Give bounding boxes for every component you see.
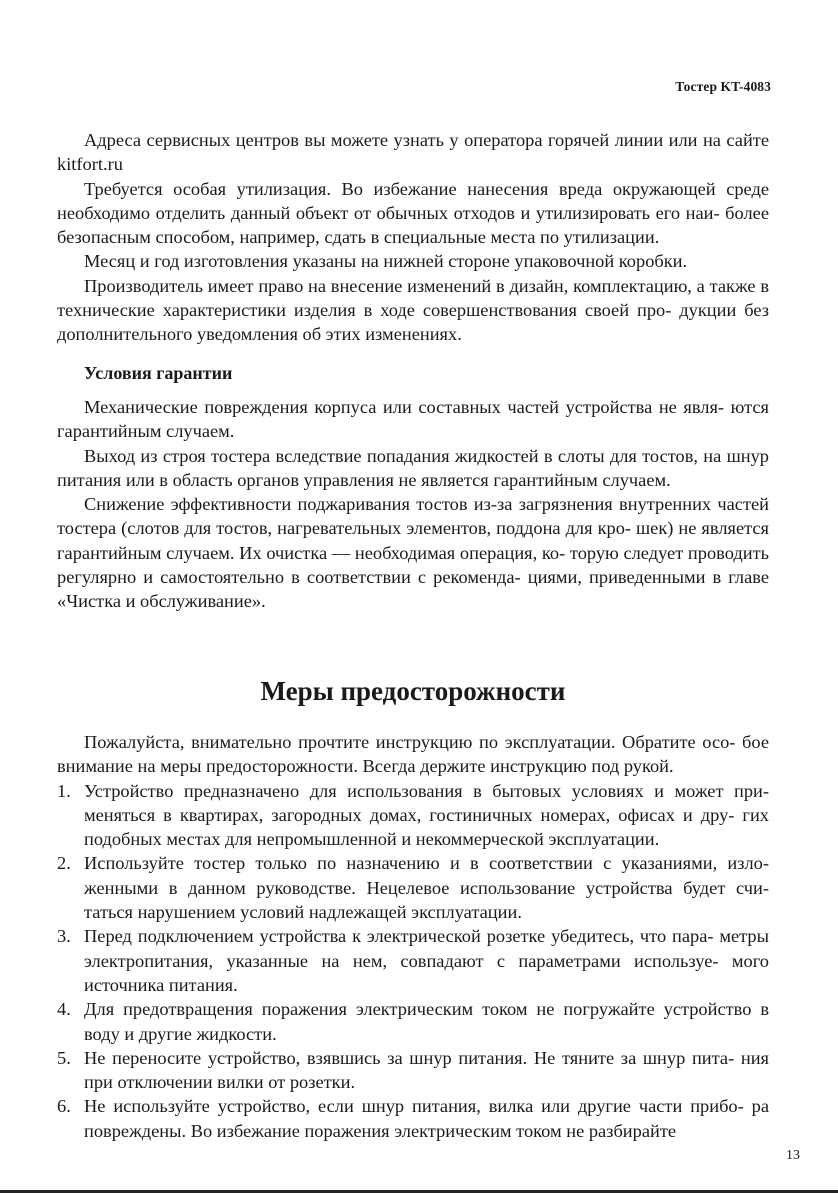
warranty-section bbox=[57, 395, 769, 614]
section-title: Меры предосторожности bbox=[260, 676, 566, 706]
list-number: 5. bbox=[57, 1047, 71, 1068]
paragraph: Выход из строя тостера вследствие попадания жидкостей в слоты для тостов, на шнур питания или в область органов управления не является гарантийным случаем. bbox=[57, 445, 769, 490]
list-number: 4. bbox=[57, 999, 71, 1020]
page-number: 13 bbox=[786, 1148, 800, 1163]
paragraph: Требуется особая утилизация. Во избежание нанесения вреда окружающей среде необходимо отделить данный объект от обычных отходов и утилизировать его наи- более безопасным способом, например, сдать в специальные места по утилизации. bbox=[57, 178, 769, 248]
paragraph: Механические повреждения корпуса или составных частей устройства не явля- ются гарантийным случаем. bbox=[57, 397, 769, 442]
list-text: Не используйте устройство, если шнур питания, вилка или другие части прибо- ра повреждены. Во избежание поражения электрическим током не разбирайте bbox=[84, 1096, 769, 1141]
list-item bbox=[57, 1046, 769, 1095]
precautions-section bbox=[57, 730, 769, 1143]
list-item bbox=[57, 924, 769, 997]
list-text: Для предотвращения поражения электрическим током не погружайте устройство в воду и другие жидкости. bbox=[84, 999, 769, 1044]
list-number: 6. bbox=[57, 1096, 71, 1117]
paragraph: Адреса сервисных центров вы можете узнать у оператора горячей линии или на сайте kitfort.ru bbox=[57, 130, 769, 175]
list-text: Не переносите устройство, взявшись за шнур питания. Не тяните за шнур пита- ния при отключении вилки от розетки. bbox=[84, 1047, 769, 1093]
list-item bbox=[57, 779, 769, 852]
list-number: 3. bbox=[57, 926, 71, 947]
precautions-list bbox=[57, 779, 769, 1143]
intro-section bbox=[57, 128, 769, 347]
paragraph: Пожалуйста, внимательно прочтите инструкцию по эксплуатации. Обратите осо- бое внимание на меры предосторожности. Всегда держите инструкцию под рукой. bbox=[57, 732, 769, 777]
list-number: 1. bbox=[57, 780, 71, 801]
list-number: 2. bbox=[57, 853, 71, 874]
running-header: Тостер KT-4083 bbox=[675, 79, 771, 94]
list-item bbox=[57, 997, 769, 1046]
paragraph: Снижение эффективности поджаривания тостов из-за загрязнения внутренних частей тостера (слотов для тостов, нагревательных элементов, поддона для кро- шек) не является гарантийным случаем. Их очистка — необходимая операция, ко- торую следует проводить регулярно и самостоятельно в соответствии с рекоменда- циями, приведенными в главе «Чистка и обслуживание». bbox=[57, 494, 769, 612]
paragraph: Производитель имеет право на внесение изменений в дизайн, комплектацию, а также в технические характеристики изделия в ходе совершенствования своей про- дукции без дополнительного уведомления об этих изменениях. bbox=[57, 275, 769, 345]
list-text: Устройство предназначено для использования в бытовых условиях и может при- меняться в квартирах, загородных домах, гостиничных номерах, офисах и дру- гих подобных местах для непромышленной и некоммерческой эксплуатации. bbox=[84, 780, 769, 850]
list-text: Используйте тостер только по назначению и в соответствии с указаниями, изло- женными в данном руководстве. Нецелевое использование устройства будет счи- таться нарушением условий надлежащей эксплуатации. bbox=[84, 853, 769, 923]
warranty-heading: Условия гарантии bbox=[84, 363, 233, 383]
list-item bbox=[57, 851, 769, 924]
list-item bbox=[57, 1094, 769, 1143]
list-text: Перед подключением устройства к электрической розетке убедитесь, что пара- метры электропитания, указанные на нем, совпадают с параметрами используе- мого источника питания. bbox=[84, 926, 769, 995]
paragraph: Месяц и год изготовления указаны на нижней стороне упаковочной коробки. bbox=[84, 251, 688, 272]
